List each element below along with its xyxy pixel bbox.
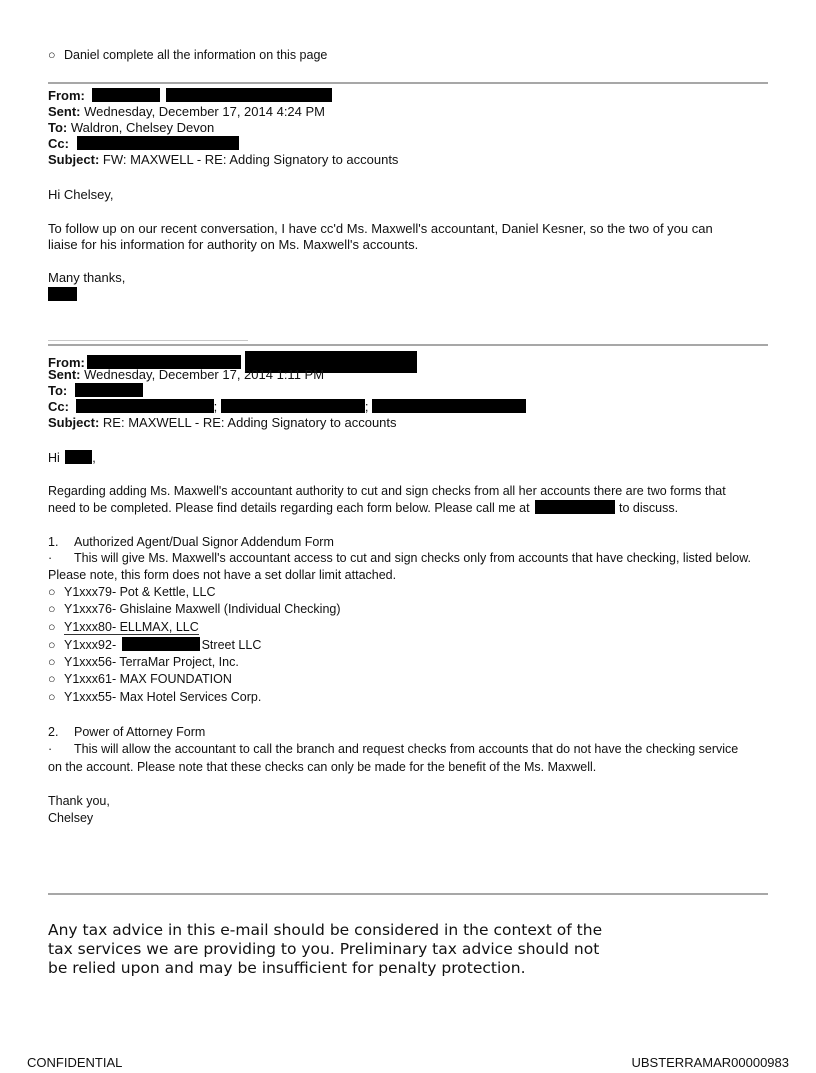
email2-to-row: To:	[48, 383, 143, 398]
account-item: ○ Y1xxx56- TerraMar Project, Inc.	[48, 655, 239, 669]
bullet-icon: ○	[48, 48, 56, 62]
email2-cc-row: Cc: ; ;	[48, 399, 526, 414]
email1-cc-row: Cc:	[48, 136, 239, 151]
email2-greeting: Hi ,	[48, 451, 96, 465]
email1-subject-row: Subject: FW: MAXWELL - RE: Adding Signatory to accounts	[48, 152, 399, 167]
account-item: ○ Y1xxx80- ELLMAX, LLC	[48, 620, 199, 634]
bullet-icon: ○	[48, 655, 56, 669]
top-note: ○ Daniel complete all the information on this page	[48, 48, 328, 62]
email2-subject-row: Subject: RE: MAXWELL - RE: Adding Signatory to accounts	[48, 415, 397, 430]
redaction	[92, 88, 160, 102]
email2-from-row: From:	[48, 351, 417, 373]
divider	[48, 82, 768, 84]
item1-heading: 1. Authorized Agent/Dual Signor Addendum Form	[48, 535, 334, 549]
redaction	[65, 450, 92, 464]
redaction	[77, 136, 239, 150]
divider	[48, 344, 768, 346]
email2-para-line: need to be completed. Please find details regarding each form below. Please call me at to discuss.	[48, 501, 679, 515]
account-item: ○ Y1xxx76- Ghislaine Maxwell (Individual Checking)	[48, 602, 341, 616]
email1-greeting: Hi Chelsey,	[48, 187, 114, 202]
tax-disclaimer: Any tax advice in this e-mail should be considered in the context of the tax services we are providing to you. Preliminary tax advice should not be relied upon and may be insufficient for penalty protection.	[48, 921, 603, 977]
redaction	[76, 399, 214, 413]
redaction	[372, 399, 526, 413]
item1-line: Please note, this form does not have a set dollar limit attached.	[48, 568, 397, 582]
account-item: ○ Y1xxx92- Street LLC	[48, 638, 262, 652]
bullet-icon: ○	[48, 602, 56, 616]
email1-from-row: From:	[48, 88, 332, 103]
account-item: ○ Y1xxx55- Max Hotel Services Corp.	[48, 690, 262, 704]
bullet-icon: ○	[48, 690, 56, 704]
bullet-icon: ○	[48, 672, 56, 686]
bullet-icon: ○	[48, 638, 56, 652]
footer-bates-number: UBSTERRAMAR00000983	[631, 1055, 789, 1070]
account-item: ○ Y1xxx79- Pot & Kettle, LLC	[48, 585, 216, 599]
email1-signature-redaction	[48, 287, 77, 302]
item2-heading: 2. Power of Attorney Form	[48, 725, 206, 739]
redaction	[122, 637, 200, 651]
account-item: ○ Y1xxx61- MAX FOUNDATION	[48, 672, 232, 686]
redaction	[535, 500, 615, 514]
redaction	[166, 88, 332, 102]
redaction	[75, 383, 143, 397]
divider-thin	[48, 340, 248, 341]
email1-to-row: To: Waldron, Chelsey Devon	[48, 120, 215, 135]
email1-closing: Many thanks,	[48, 270, 126, 285]
item2-line: · This will allow the accountant to call the branch and request checks from accounts that do not have the checking service	[48, 742, 739, 756]
email2-thanks: Thank you,	[48, 794, 110, 808]
footer-confidential: CONFIDENTIAL	[27, 1055, 123, 1070]
item2-line: on the account. Please note that these checks can only be made for the benefit of the Ms. Maxwell.	[48, 760, 597, 774]
email2-signature: Chelsey	[48, 811, 94, 825]
email2-para-line: Regarding adding Ms. Maxwell's accountant authority to cut and sign checks from all her accounts there are two forms that	[48, 484, 726, 498]
redaction	[48, 287, 77, 301]
redaction	[221, 399, 365, 413]
email2-sent-row: Sent: Wednesday, December 17, 2014 1:11 PM	[48, 367, 325, 382]
divider	[48, 893, 768, 895]
email1-sent-row: Sent: Wednesday, December 17, 2014 4:24 PM	[48, 104, 326, 119]
bullet-icon: ○	[48, 620, 56, 634]
email1-body-line: To follow up on our recent conversation, I have cc'd Ms. Maxwell's accountant, Daniel Kesner, so the two of you can	[48, 221, 713, 236]
email1-body-line: liaise for his information for authority on Ms. Maxwell's accounts.	[48, 237, 419, 252]
bullet-icon: ○	[48, 585, 56, 599]
item1-line: · This will give Ms. Maxwell's accountant access to cut and sign checks only from accounts that have checking, listed below.	[48, 551, 752, 565]
